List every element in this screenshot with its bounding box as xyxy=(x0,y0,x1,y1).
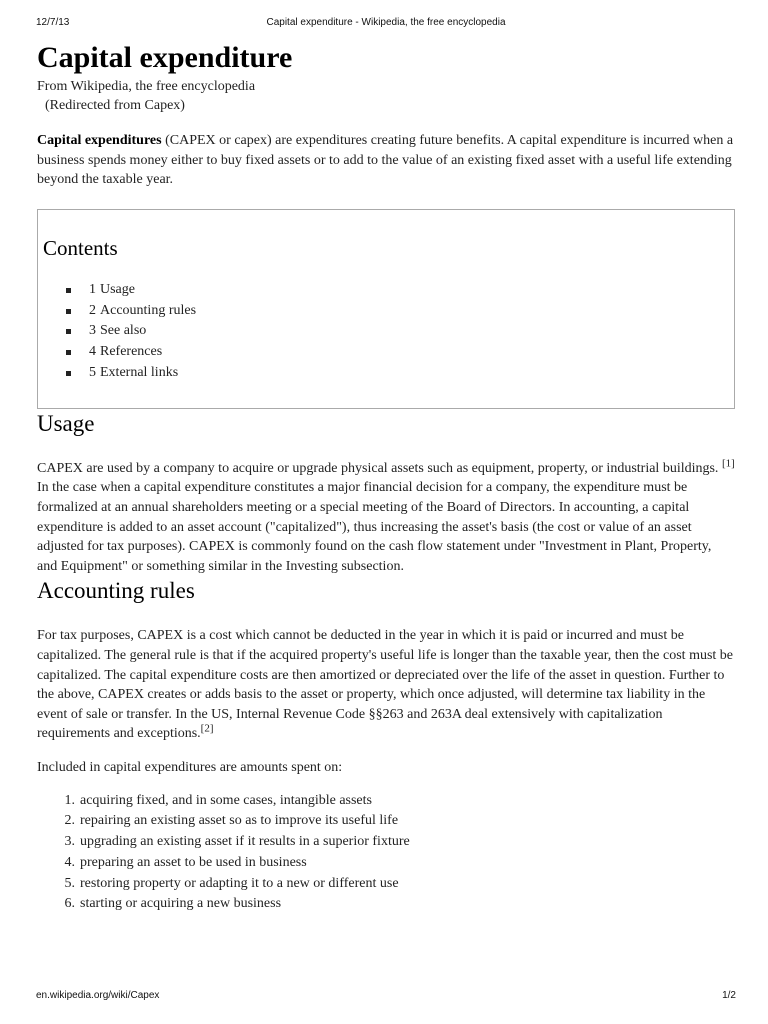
usage-paragraph xyxy=(37,459,735,577)
toc-title: Contents xyxy=(43,235,118,260)
capex-items-list xyxy=(37,791,735,916)
page-title: Capital expenditure xyxy=(37,41,293,74)
toc-item-label[interactable]: External links xyxy=(100,364,179,380)
print-header xyxy=(36,17,736,31)
list-item-number: 2. xyxy=(64,813,75,829)
toc-item-label[interactable]: Accounting rules xyxy=(100,302,197,318)
intro-bold-term: Capital expenditures xyxy=(37,133,162,148)
list-item-text: acquiring fixed, and in some cases, intangible assets xyxy=(80,792,372,808)
list-item-text: upgrading an existing asset if it results in a superior fixture xyxy=(80,834,410,850)
included-intro: Included in capital expenditures are amounts spent on: xyxy=(37,759,343,775)
list-item-text: preparing an asset to be used in business xyxy=(80,854,307,870)
list-item xyxy=(57,791,735,812)
list-item-number: 3. xyxy=(64,834,75,850)
print-date: 12/7/13 xyxy=(36,17,70,28)
list-item-text: restoring property or adapting it to a new or different use xyxy=(80,875,399,891)
redirect-note: (Redirected from Capex) xyxy=(45,98,185,113)
list-item xyxy=(57,894,735,915)
bullet-icon xyxy=(66,288,71,293)
bullet-icon xyxy=(66,329,71,334)
bullet-icon xyxy=(66,371,71,376)
intro-text: (CAPEX or capex) are expenditures creating future benefits. A capital expenditure is incurred when a business spends money either to buy fixed assets or to add to the value of an existing fixed asset with a useful life extending beyond the taxable year. xyxy=(37,133,734,188)
heading-usage: Usage xyxy=(37,410,95,436)
toc-item-external-links[interactable] xyxy=(66,363,734,384)
print-url: en.wikipedia.org/wiki/Capex xyxy=(36,990,160,1001)
reference-link-2[interactable]: [2] xyxy=(200,722,214,735)
toc-item-see-also[interactable] xyxy=(66,321,734,342)
article-content xyxy=(37,38,735,915)
print-page-title: Capital expenditure - Wikipedia, the free encyclopedia xyxy=(266,17,506,28)
list-item-text: repairing an existing asset so as to improve its useful life xyxy=(80,813,399,829)
toc-list xyxy=(43,280,734,384)
list-item-number: 4. xyxy=(64,854,75,870)
toc-item-number: 5 xyxy=(89,364,96,380)
bullet-icon xyxy=(66,309,71,314)
reference-link-1[interactable]: [1] xyxy=(721,457,735,470)
toc-item-number: 4 xyxy=(89,344,96,360)
toc-item-accounting-rules[interactable] xyxy=(66,301,734,322)
list-item-number: 6. xyxy=(64,896,75,912)
accounting-text: For tax purposes, CAPEX is a cost which cannot be deducted in the year in which it is paid or incurred and must be capitalized. The general rule is that if the acquired property's useful life is longer than the taxable year, then the cost must be capitalized. The capital expenditure costs are then amortized or depreciated over the life of the asset in question. Further to the above, CAPEX creates or adds basis to the asset or property, which once adjusted, will determine tax liability in the event of sale or transfer. In the US, Internal Revenue Code §§263 and 263A deal extensively with capitalization requirements and exceptions. xyxy=(37,628,734,742)
bullet-icon xyxy=(66,350,71,355)
toc-item-label[interactable]: See also xyxy=(100,323,147,339)
usage-text-a: CAPEX are used by a company to acquire or upgrade physical assets such as equipment, property, or industrial buildings. xyxy=(37,460,719,476)
toc-item-label[interactable]: References xyxy=(100,344,163,360)
print-page-number: 1/2 xyxy=(722,990,736,1001)
heading-accounting-rules: Accounting rules xyxy=(37,578,195,604)
list-item-text: starting or acquiring a new business xyxy=(80,896,282,912)
usage-text-b: In the case when a capital expenditure constitutes a major financial decision for a company, the expenditure must be formalized at an annual shareholders meeting or a special meeting of the Board of Directors. In accounting, a capital expenditure is added to an asset account ("capitalized"), thus increasing the asset's basis (the cost or value of an asset adjusted for tax purposes). CAPEX is commonly found on the cash flow statement under "Investment in Plant, Property, and Equipment" or something similar in the Investing subsection. xyxy=(37,480,712,574)
toc-item-usage[interactable] xyxy=(66,280,734,301)
toc-item-label[interactable]: Usage xyxy=(100,281,135,297)
site-tagline: From Wikipedia, the free encyclopedia xyxy=(37,79,256,94)
accounting-paragraph xyxy=(37,626,735,744)
list-item-number: 1. xyxy=(64,792,75,808)
toc-item-references[interactable] xyxy=(66,342,734,363)
list-item-number: 5. xyxy=(64,875,75,891)
table-of-contents xyxy=(37,209,735,409)
list-item xyxy=(57,853,735,874)
print-footer xyxy=(36,990,736,1004)
intro-paragraph xyxy=(37,131,735,190)
list-item xyxy=(57,811,735,832)
toc-item-number: 1 xyxy=(89,281,96,297)
toc-item-number: 2 xyxy=(89,302,96,318)
toc-item-number: 3 xyxy=(89,323,96,339)
list-item xyxy=(57,874,735,895)
list-item xyxy=(57,832,735,853)
